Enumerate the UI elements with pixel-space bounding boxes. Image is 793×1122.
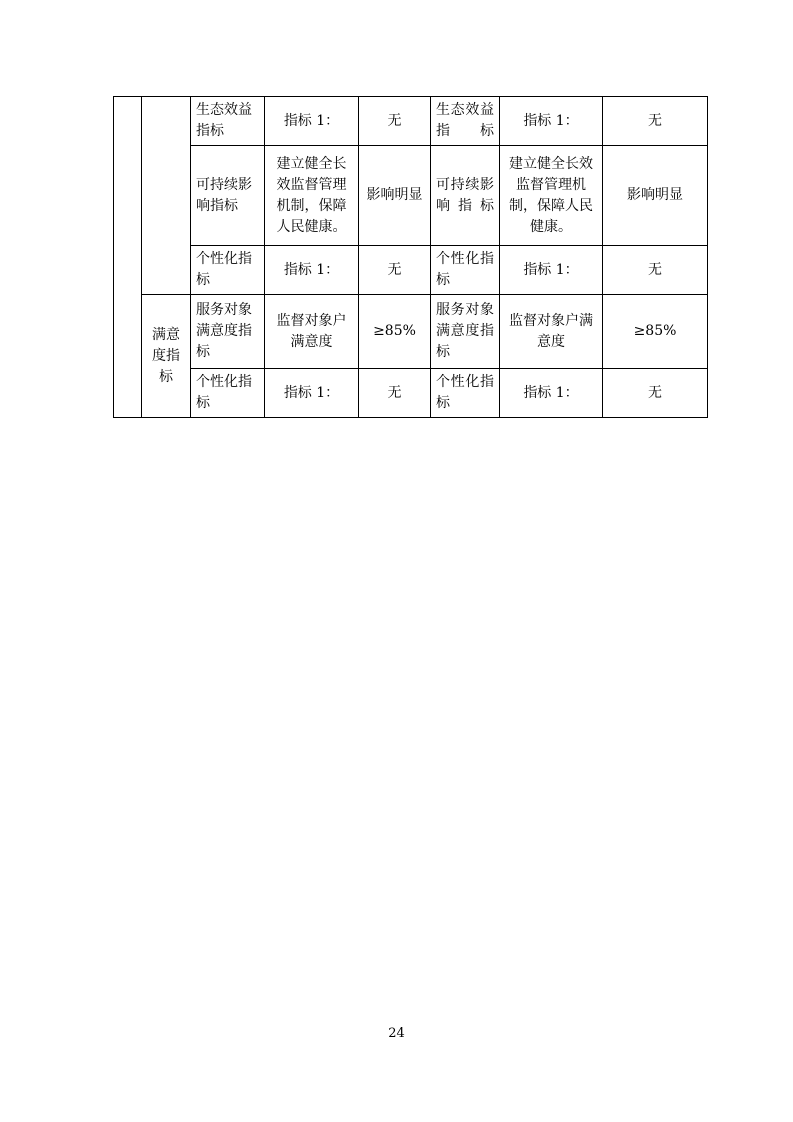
performance-indicator-table [113,96,708,418]
level2-indicator-satisfaction: 满意度指标 [142,295,191,418]
indicator-value: 无 [359,97,431,146]
table-row [114,295,708,369]
tertiary-indicator-name: 生态效益指标 [191,97,265,146]
indicator-value: ≥85% [359,295,431,369]
indicator-value-description-2: 建立健全长效监督管理机制，保障人民健康。 [500,146,603,246]
tertiary-indicator-name: 个性化指标 [191,246,265,295]
page-number: 24 [388,1026,405,1041]
tertiary-indicator-name-2: 个性化指标 [431,246,500,295]
indicator-value-2: 无 [603,369,708,418]
indicator-value-description-2: 指标 1： [500,369,603,418]
indicator-value-description-2: 指标 1： [500,97,603,146]
tertiary-indicator-name-2: 可持续影响指标 [431,146,500,246]
indicator-value-description: 指标 1： [265,369,359,418]
indicator-value: 无 [359,369,431,418]
tertiary-indicator-name: 个性化指标 [191,369,265,418]
tertiary-indicator-name-2: 服务对象满意度指标 [431,295,500,369]
indicator-value-2: 无 [603,246,708,295]
level2-indicator-cell [142,97,191,295]
indicator-value: 无 [359,246,431,295]
table-row [114,246,708,295]
indicator-value-description: 指标 1： [265,246,359,295]
table-row [114,97,708,146]
tertiary-indicator-name-2: 个性化指标 [431,369,500,418]
tertiary-indicator-name: 可持续影响指标 [191,146,265,246]
indicator-value-description: 监督对象户满意度 [265,295,359,369]
indicator-value-description: 指标 1： [265,97,359,146]
table-row [114,369,708,418]
indicator-value-2: ≥85% [603,295,708,369]
level1-indicator-cell [114,97,142,418]
table-row [114,146,708,246]
indicator-value-description: 建立健全长效监督管理机制，保障人民健康。 [265,146,359,246]
indicator-value-description-2: 监督对象户满意度 [500,295,603,369]
indicator-value-description-2: 指标 1： [500,246,603,295]
tertiary-indicator-name-2: 生态效益指标 [431,97,500,146]
indicator-value: 影响明显 [359,146,431,246]
indicator-value-2: 无 [603,97,708,146]
tertiary-indicator-name: 服务对象满意度指标 [191,295,265,369]
indicator-value-2: 影响明显 [603,146,708,246]
